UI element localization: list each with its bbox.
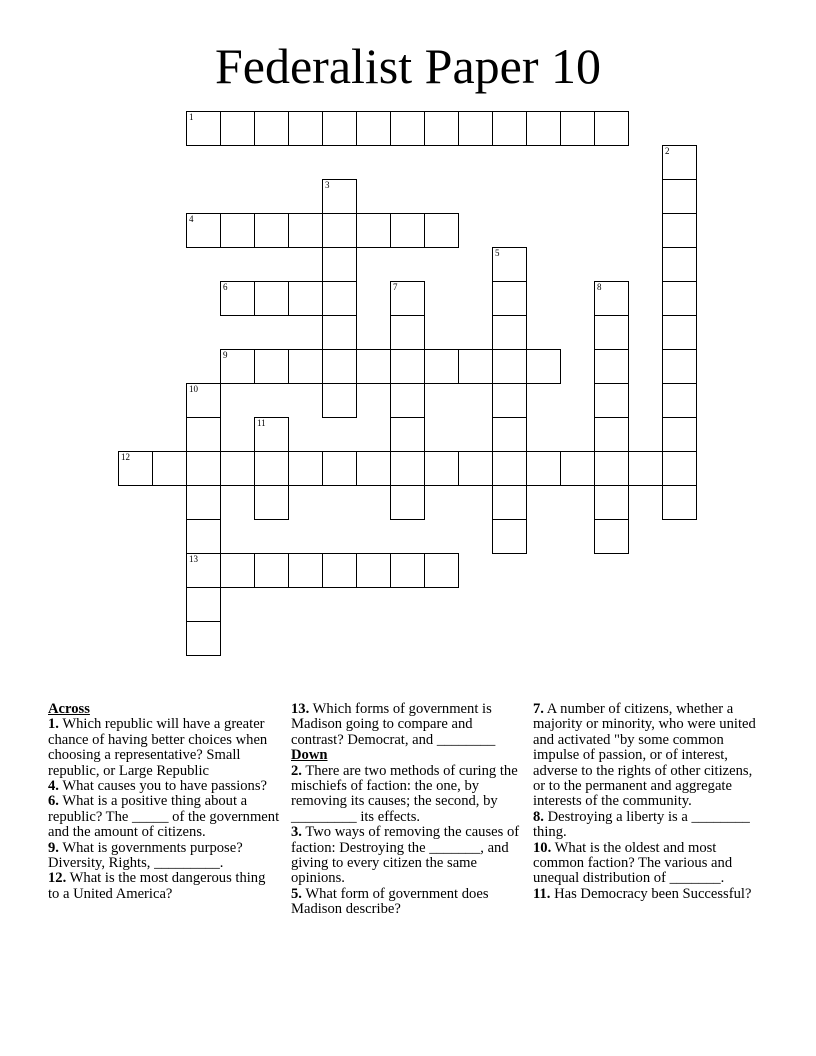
grid-cell[interactable] <box>662 349 697 384</box>
grid-cell[interactable] <box>594 417 629 452</box>
grid-cell[interactable] <box>322 349 357 384</box>
grid-cell[interactable] <box>322 111 357 146</box>
clues-column-1 <box>48 702 280 902</box>
clue-down-7 <box>533 702 765 810</box>
grid-cell[interactable] <box>662 451 697 486</box>
grid-cell[interactable] <box>594 485 629 520</box>
clue-number: 8. <box>533 808 544 825</box>
cell-number: 7 <box>393 282 398 292</box>
clue-text: Destroying a liberty is a ________ thing. <box>533 808 750 841</box>
clue-number: 10. <box>533 839 552 856</box>
grid-cell[interactable] <box>288 349 323 384</box>
grid-cell[interactable] <box>492 247 527 282</box>
cell-number: 10 <box>189 384 198 394</box>
grid-cell[interactable] <box>492 519 527 554</box>
clue-text: Two ways of removing the causes of faction: Destroying the _______, and giving to every citizen the same opinions. <box>291 824 520 887</box>
grid-cell[interactable] <box>390 451 425 486</box>
cell-number: 12 <box>121 452 130 462</box>
grid-cell[interactable] <box>390 213 425 248</box>
clue-number: 4. <box>48 778 59 795</box>
grid-cell[interactable] <box>492 383 527 418</box>
grid-cell[interactable] <box>186 621 221 656</box>
grid-cell[interactable] <box>220 451 255 486</box>
clue-number: 13. <box>291 701 310 717</box>
cell-number: 9 <box>223 350 228 360</box>
clue-number: 3. <box>291 824 302 841</box>
clue-across-6 <box>48 794 280 840</box>
grid-cell[interactable] <box>594 315 629 350</box>
clue-text: What is a positive thing about a republic? The _____ of the government and the amount of citizens. <box>48 793 280 841</box>
grid-cell[interactable] <box>492 485 527 520</box>
clue-down-8 <box>533 810 765 841</box>
grid-cell[interactable] <box>288 553 323 588</box>
grid-cell[interactable] <box>356 349 391 384</box>
across-header: Across <box>48 701 90 717</box>
grid-cell[interactable] <box>322 281 357 316</box>
grid-cell[interactable] <box>356 451 391 486</box>
grid-cell[interactable] <box>594 383 629 418</box>
clue-text: There are two methods of curing the mischiefs of faction: the one, by removing its causes; the second, by _________ its effects. <box>291 762 518 825</box>
grid-cell[interactable] <box>390 383 425 418</box>
clue-across-1 <box>48 717 280 779</box>
grid-cell[interactable] <box>288 281 323 316</box>
grid-cell[interactable] <box>220 213 255 248</box>
clues-column-2 <box>291 702 527 918</box>
grid-cell[interactable] <box>220 553 255 588</box>
cell-number: 11 <box>257 418 266 428</box>
down-header: Down <box>291 747 328 764</box>
grid-cell[interactable] <box>594 519 629 554</box>
cell-number: 2 <box>665 146 670 156</box>
grid-cell[interactable] <box>390 111 425 146</box>
grid-cell[interactable] <box>390 349 425 384</box>
grid-cell[interactable] <box>390 485 425 520</box>
grid-cell[interactable] <box>560 111 595 146</box>
clue-down-11 <box>533 887 765 902</box>
cell-number: 8 <box>597 282 602 292</box>
clue-number: 11. <box>533 885 551 902</box>
clue-number: 2. <box>291 762 302 779</box>
clue-text: A number of citizens, whether a majority or minority, who were united and activated "by some common impulse of passion, or of interest, adverse to the rights of other citizens, or to the permanent and aggregate interests of the community. <box>533 701 756 810</box>
grid-cell[interactable] <box>186 213 221 248</box>
grid-cell[interactable] <box>288 213 323 248</box>
grid-cell[interactable] <box>662 485 697 520</box>
grid-cell[interactable] <box>458 349 493 384</box>
grid-cell[interactable] <box>526 451 561 486</box>
grid-cell[interactable] <box>220 349 255 384</box>
clue-down-2 <box>291 764 527 826</box>
clue-text: What causes you to have passions? <box>58 778 267 795</box>
grid-cell[interactable] <box>322 315 357 350</box>
grid-cell[interactable] <box>254 349 289 384</box>
clue-across-9 <box>48 841 280 872</box>
grid-cell[interactable] <box>356 213 391 248</box>
clue-across-12 <box>48 871 280 902</box>
clue-text: Has Democracy been Successful? <box>550 885 752 902</box>
grid-cell[interactable] <box>186 111 221 146</box>
cell-number: 13 <box>189 554 198 564</box>
grid-cell[interactable] <box>662 315 697 350</box>
grid-cell[interactable] <box>492 281 527 316</box>
clue-text: What is the most dangerous thing to a United America? <box>48 870 266 902</box>
grid-cell[interactable] <box>390 553 425 588</box>
clue-number: 5. <box>291 885 302 902</box>
grid-cell[interactable] <box>186 519 221 554</box>
clue-number: 7. <box>533 701 544 717</box>
grid-cell[interactable] <box>220 281 255 316</box>
clue-number: 1. <box>48 716 59 733</box>
grid-cell[interactable] <box>356 553 391 588</box>
grid-cell[interactable] <box>492 417 527 452</box>
cell-number: 3 <box>325 180 330 190</box>
cell-number: 6 <box>223 282 228 292</box>
grid-cell[interactable] <box>254 111 289 146</box>
grid-cell[interactable] <box>322 553 357 588</box>
grid-cell[interactable] <box>288 451 323 486</box>
grid-cell[interactable] <box>254 553 289 588</box>
grid-cell[interactable] <box>492 111 527 146</box>
grid-cell[interactable] <box>594 281 629 316</box>
clue-text: What form of government does Madison describe? <box>291 885 489 918</box>
clue-down-10 <box>533 841 765 887</box>
grid-cell[interactable] <box>254 451 289 486</box>
grid-cell[interactable] <box>390 281 425 316</box>
grid-cell[interactable] <box>152 451 187 486</box>
grid-cell[interactable] <box>186 417 221 452</box>
grid-cell[interactable] <box>424 553 459 588</box>
grid-cell[interactable] <box>662 383 697 418</box>
clue-text: What is governments purpose? Diversity, Rights, _________. <box>48 839 243 872</box>
grid-cell[interactable] <box>186 587 221 622</box>
grid-cell[interactable] <box>390 315 425 350</box>
grid-cell[interactable] <box>662 247 697 282</box>
grid-cell[interactable] <box>662 145 697 180</box>
page-title: Federalist Paper 10 <box>214 38 601 94</box>
clue-text: Which forms of government is Madison going to compare and contrast? Democrat, and ________ <box>291 701 496 748</box>
grid-cell[interactable] <box>594 451 629 486</box>
cell-number: 5 <box>495 248 500 258</box>
grid-cell[interactable] <box>288 111 323 146</box>
clue-down-5 <box>291 887 527 918</box>
grid-cell[interactable] <box>254 485 289 520</box>
grid-cell[interactable] <box>186 485 221 520</box>
grid-cell[interactable] <box>458 111 493 146</box>
grid-cell[interactable] <box>424 213 459 248</box>
clue-number: 6. <box>48 793 59 810</box>
grid-cell[interactable] <box>254 213 289 248</box>
clue-across-13 <box>291 702 527 748</box>
grid-cell[interactable] <box>186 553 221 588</box>
clue-text: What is the oldest and most common faction? The various and unequal distribution of _______. <box>533 839 733 887</box>
grid-cell[interactable] <box>594 349 629 384</box>
grid-cell[interactable] <box>662 179 697 214</box>
clue-down-3 <box>291 825 527 887</box>
grid-cell[interactable] <box>662 213 697 248</box>
grid-cell[interactable] <box>356 111 391 146</box>
clues-column-3 <box>533 702 765 902</box>
clue-number: 12. <box>48 870 67 887</box>
grid-cell[interactable] <box>662 417 697 452</box>
grid-cell[interactable] <box>322 179 357 214</box>
grid-cell[interactable] <box>424 451 459 486</box>
grid-cell[interactable] <box>424 349 459 384</box>
grid-cell[interactable] <box>526 349 561 384</box>
grid-cell[interactable] <box>254 281 289 316</box>
grid-cell[interactable] <box>424 111 459 146</box>
clue-text: Which republic will have a greater chance of having better choices when choosing a representative? Small republic, or Large Republic <box>48 716 268 779</box>
grid-cell[interactable] <box>390 417 425 452</box>
grid-cell[interactable] <box>492 315 527 350</box>
grid-cell[interactable] <box>322 383 357 418</box>
grid-cell[interactable] <box>662 281 697 316</box>
grid-cell[interactable] <box>322 451 357 486</box>
clue-across-4 <box>48 779 280 794</box>
grid-cell[interactable] <box>186 383 221 418</box>
grid-cell[interactable] <box>322 247 357 282</box>
grid-cell[interactable] <box>560 451 595 486</box>
grid-cell[interactable] <box>458 451 493 486</box>
cell-number: 1 <box>189 112 194 122</box>
grid-cell[interactable] <box>492 349 527 384</box>
grid-cell[interactable] <box>254 417 289 452</box>
grid-cell[interactable] <box>220 111 255 146</box>
grid-cell[interactable] <box>322 213 357 248</box>
clue-number: 9. <box>48 839 59 856</box>
grid-cell[interactable] <box>628 451 663 486</box>
cell-number: 4 <box>189 214 194 224</box>
grid-cell[interactable] <box>118 451 153 486</box>
grid-cell[interactable] <box>594 111 629 146</box>
grid-cell[interactable] <box>526 111 561 146</box>
grid-cell[interactable] <box>186 451 221 486</box>
grid-cell[interactable] <box>492 451 527 486</box>
